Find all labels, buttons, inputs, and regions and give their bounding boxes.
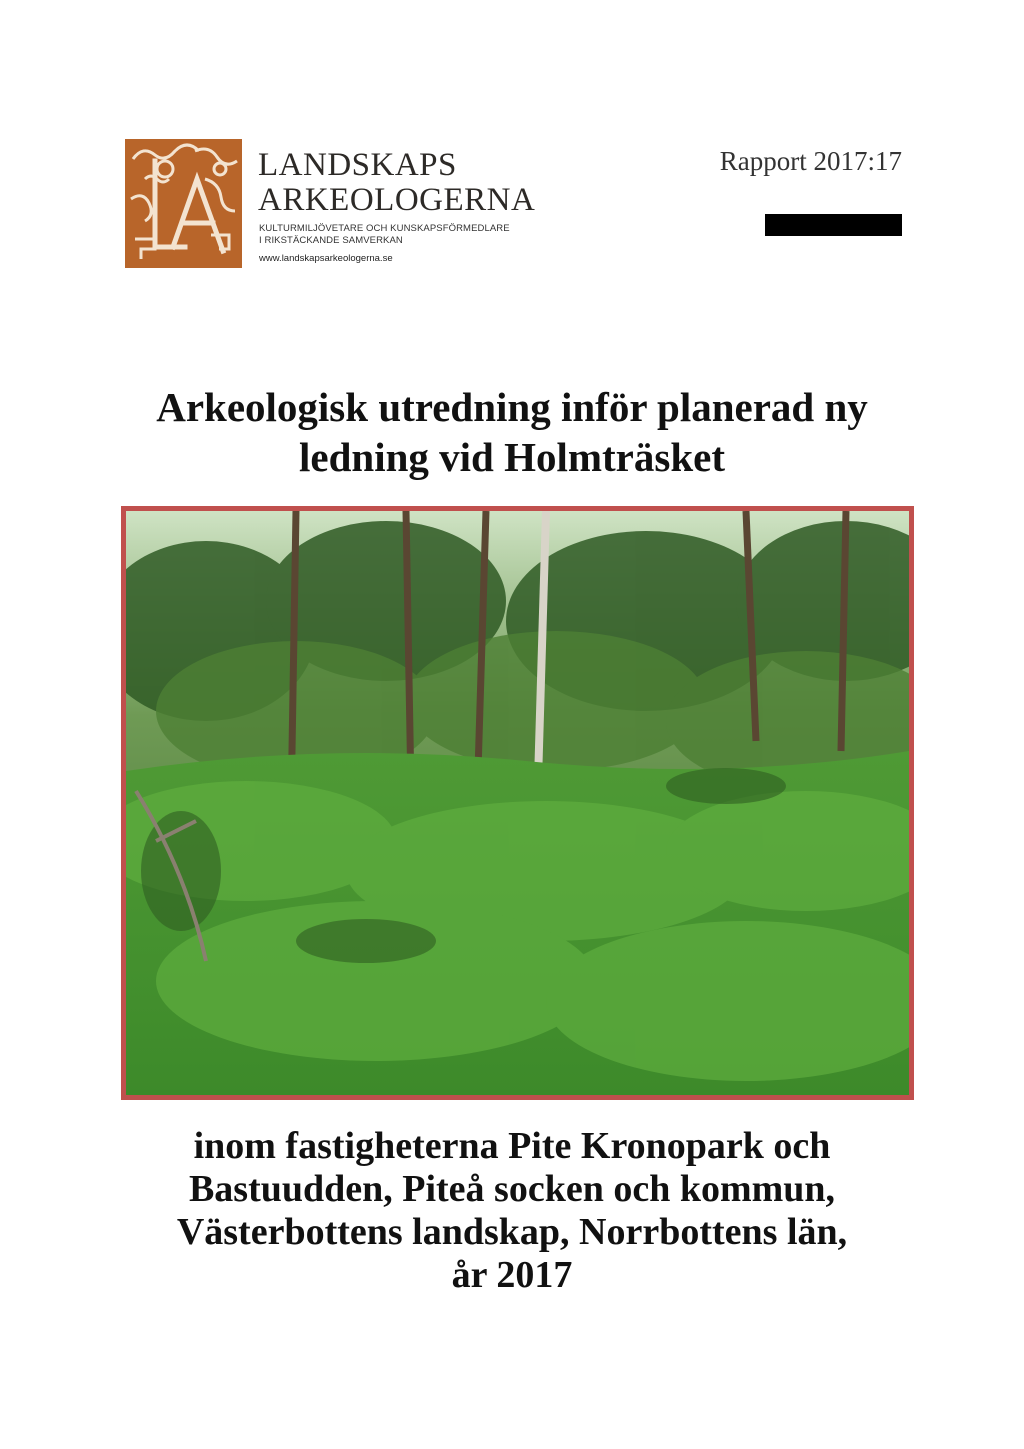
logo-name-line1: LANDSKAPS — [258, 147, 457, 183]
subtitle-line3: Västerbottens landskap, Norrbottens län, — [176, 1211, 848, 1253]
logo-website-link[interactable]: www.landskapsarkeologerna.se — [259, 253, 393, 264]
logo-name-line2: ARKEOLOGERNA — [258, 182, 536, 218]
redaction-bar — [765, 214, 902, 236]
la-monogram-icon — [125, 139, 242, 268]
subtitle-line1: inom fastigheterna Pite Kronopark och — [193, 1125, 831, 1167]
logo-tagline-line2: I RIKSTÄCKANDE SAMVERKAN — [259, 235, 403, 246]
subtitle — [60, 1125, 964, 1297]
title-line1: Arkeologisk utredning inför planerad ny — [156, 384, 868, 430]
subtitle-line4: år 2017 — [451, 1254, 573, 1296]
logo-tagline-line1: KULTURMILJÖVETARE OCH KUNSKAPSFÖRMEDLARE — [259, 223, 510, 234]
report-number: Rapport 2017:17 — [719, 146, 902, 176]
subtitle-line2: Bastuudden, Piteå socken och kommun, — [188, 1168, 836, 1210]
forest-photo — [121, 506, 914, 1100]
title-line2: ledning vid Holmträsket — [299, 434, 725, 480]
page-title — [60, 382, 964, 482]
